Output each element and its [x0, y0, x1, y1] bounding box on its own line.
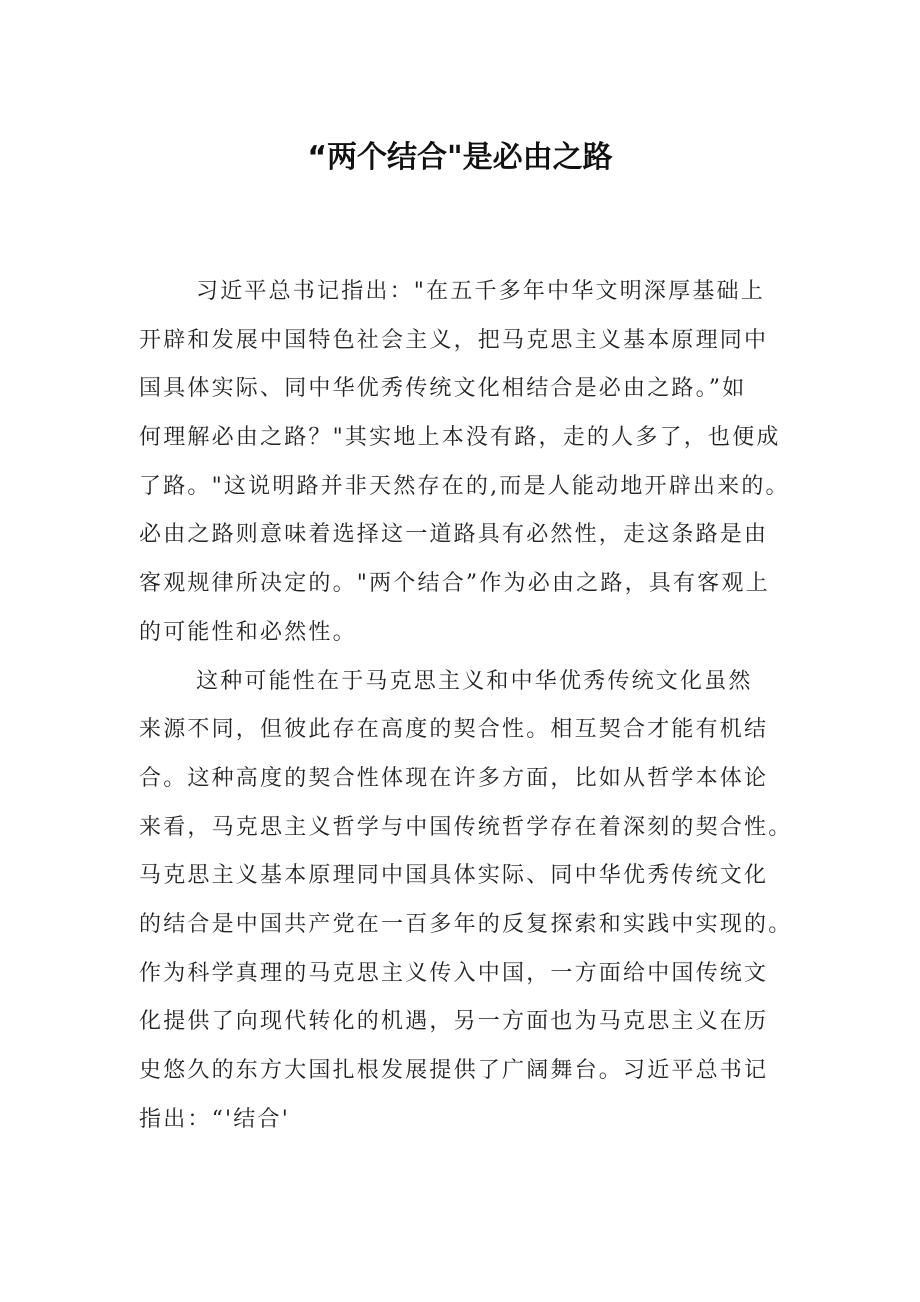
paragraph-1-line-6: 必由之路则意味着选择这一道路具有必然性，走这条路是由	[139, 522, 769, 548]
paragraph-1-line-1: 习近平总书记指出："在五千多年中华文明深厚基础上	[196, 279, 765, 304]
paragraph-2-line-3: 合。这种高度的契合性体现在许多方面，比如从哲学本体论	[139, 765, 769, 791]
paragraph-1-line-7: 客观规律所决定的。"两个结合”作为必由之路，具有客观上	[139, 571, 770, 597]
paragraph-2-line-7: 作为科学真理的马克思主义传入中国，一方面给中国传统文	[139, 960, 769, 986]
paragraph-2-line-10: 指出：“'结合'	[139, 1106, 290, 1132]
paragraph-2-line-1: 这种可能性在于马克思主义和中华优秀传统文化虽然	[196, 668, 753, 694]
document-body	[139, 268, 799, 1144]
paragraph-1-line-2: 开辟和发展中国特色社会主义，把马克思主义基本原理同中	[139, 327, 769, 353]
paragraph-2-line-5: 马克思主义基本原理同中国具体实际、同中华优秀传统文化	[139, 863, 769, 889]
paragraph-2-line-8: 化提供了向现代转化的机遇，另一方面也为马克思主义在历	[139, 1009, 769, 1035]
paragraph-2-line-2: 来源不同，但彼此存在高度的契合性。相互契合才能有机结	[139, 717, 769, 743]
paragraph-1-line-5: 了路。"这说明路并非天然存在的,而是人能动地开辟出来的。	[139, 473, 790, 499]
paragraph-1-line-8: 的可能性和必然性。	[139, 619, 357, 645]
paragraph-2-line-9: 史悠久的东方大国扎根发展提供了广阔舞台。习近平总书记	[139, 1058, 769, 1083]
document-title: “两个结合"是必由之路	[307, 140, 613, 175]
paragraph-2-line-4: 来看，马克思主义哲学与中国传统哲学存在着深刻的契合性。	[139, 814, 793, 840]
paragraph-1-line-3: 国具体实际、同中华优秀传统文化相结合是必由之路。”如	[139, 376, 747, 402]
paragraph-1-line-4: 何理解必由之路？"其实地上本没有路，走的人多了，也便成	[139, 425, 781, 451]
paragraph-2-line-6: 的结合是中国共产党在一百多年的反复探索和实践中实现的。	[139, 911, 793, 937]
